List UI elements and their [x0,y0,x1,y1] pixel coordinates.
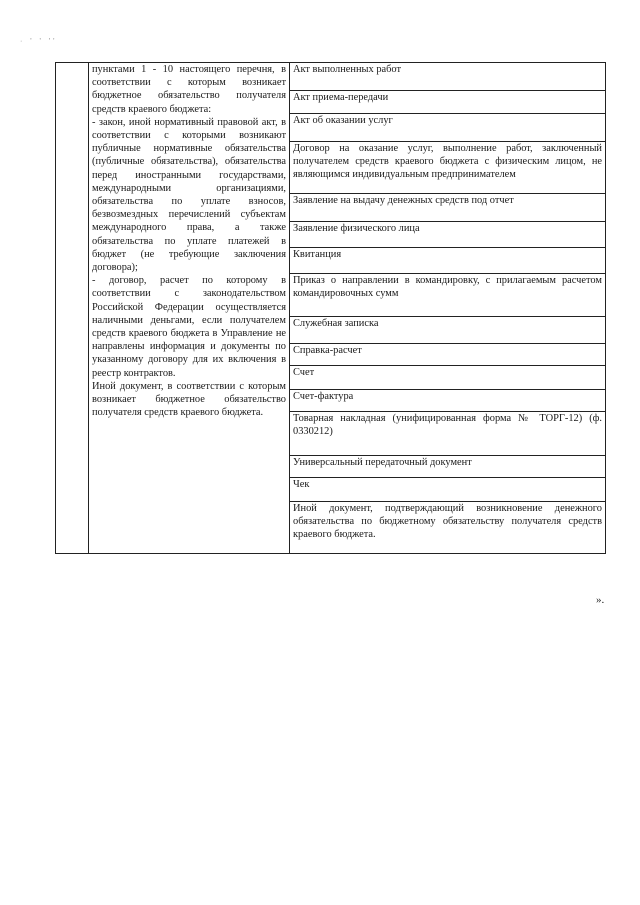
document-cell: Акт приема-передачи [290,91,606,114]
document-cell: Справка-расчет [290,344,606,366]
document-cell: Универсальный передаточный документ [290,456,606,478]
document-cell: Акт выполненных работ [290,63,606,91]
document-cell: Приказ о направлении в командировку, с прилагаемым расчетом командировочных сумм [290,274,606,317]
scan-artifact: · ' ' '' [20,38,58,45]
document-cell: Счет [290,366,606,390]
document-cell: Иной документ, подтверждающий возникновение денежного обязательства по бюджетному обязательству получателя средств краевого бюджета. [290,502,606,554]
closing-quote-mark: ». [596,594,605,606]
document-cell: Товарная накладная (унифицированная форма № ТОРГ-12) (ф. 0330212) [290,412,606,456]
document-cell: Заявление на выдачу денежных средств под отчет [290,194,606,222]
document-cell: Акт об оказании услуг [290,114,606,142]
obligation-basis-cell [89,63,290,554]
document-cell: Заявление физического лица [290,222,606,248]
document-cell: Служебная записка [290,317,606,344]
document-cell: Чек [290,478,606,502]
basis-paragraph: - закон, иной нормативный правовой акт, в соответствии с которыми возникают публичные нормативные обязательства (публичные обязательства), обязательства перед иностранными государствами, международными организациями, обязательства по уплате взносов, безвозмездных перечислений субъектам международного права, а также обязательства по уплате платежей в бюджет (не требующие заключения договора); [92,116,286,274]
basis-paragraph: - договор, расчет по которому в соответствии с законодательством Российской Федерации осуществляется наличными деньгами, если получателем средств краевого бюджета в Управление не направлены информация и документы по указанному договору для их включения в реестр контрактов. [92,275,286,379]
basis-paragraph: Иной документ, в соответствии с которым возникает бюджетное обязательство получателя средств краевого бюджета. [92,380,286,419]
index-column-cell [56,63,89,554]
document-cell: Квитанция [290,248,606,274]
document-table [55,62,606,554]
document-cell: Договор на оказание услуг, выполнение работ, заключенный получателем средств краевого бюджета с физическим лицом, не являющимся индивидуальным предпринимателем [290,142,606,194]
document-table-body [56,63,606,554]
document-cell: Счет-фактура [290,390,606,412]
table-row [56,63,606,91]
basis-paragraph: пунктами 1 - 10 настоящего перечня, в соответствии с которым возникает бюджетное обязательство получателя средств краевого бюджета: [92,64,286,115]
